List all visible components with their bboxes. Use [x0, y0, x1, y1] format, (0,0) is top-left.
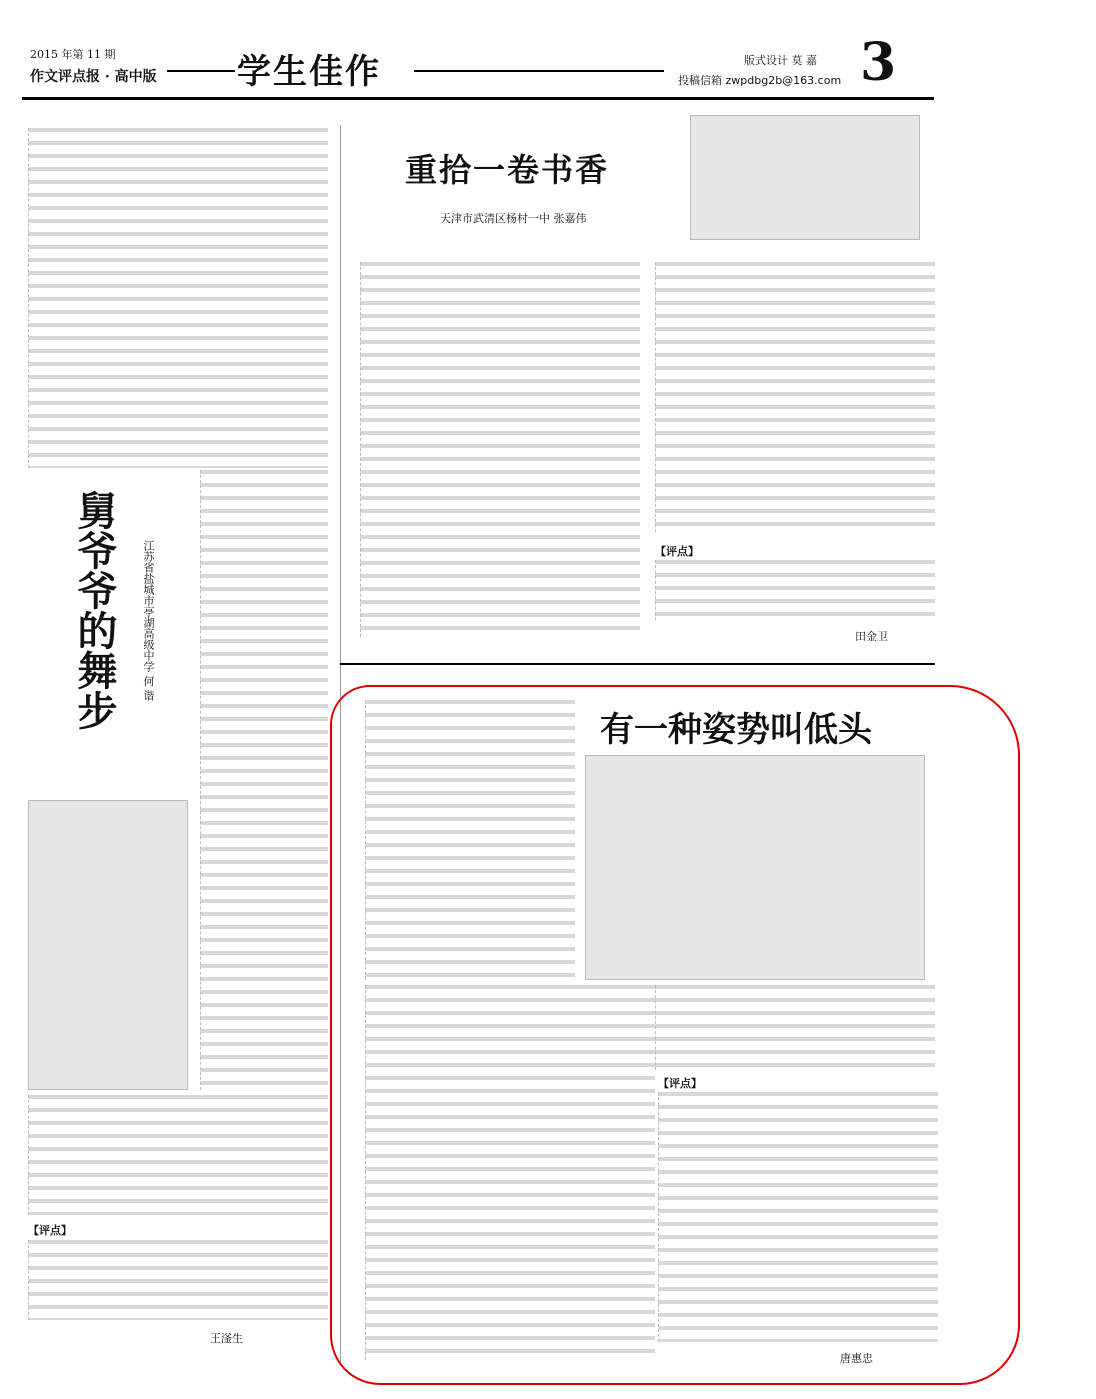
commentator-name: 王滏生 [210, 1332, 243, 1345]
designer-credit: 版式设计 莫 嘉 [744, 54, 817, 67]
article-body-unreadable [655, 262, 935, 532]
comment-body-unreadable [655, 560, 935, 620]
header-rule [22, 97, 934, 100]
article-byline: 江苏省盐城市亭湖高级中学 何 谐 [142, 540, 155, 701]
flower-illustration [585, 755, 925, 980]
article-body-unreadable [360, 262, 640, 637]
article-body-unreadable [28, 128, 328, 468]
comment-body-unreadable [658, 1092, 938, 1342]
section-title: 学生佳作 [237, 52, 381, 92]
page-number: 3 [860, 32, 897, 93]
page-header [22, 32, 934, 98]
paper-name: 作文评点报 · 高中版 [30, 69, 157, 85]
comment-label: 【评点】 [655, 545, 699, 558]
article-title: 舅爷爷的舞步 [71, 490, 118, 730]
comment-body-unreadable [28, 1240, 328, 1320]
comment-label: 【评点】 [28, 1224, 72, 1237]
article-title: 重拾一卷书香 [405, 151, 610, 189]
title-rule-right [414, 70, 664, 72]
article-jiuyeye [70, 490, 118, 730]
title-rule-left [167, 70, 235, 72]
comment-label: 【评点】 [658, 1077, 702, 1090]
article-body-unreadable [365, 985, 655, 1360]
commentator-name: 田金卫 [855, 630, 888, 643]
article-body-unreadable [655, 985, 935, 1070]
article-body-unreadable [28, 1095, 328, 1215]
book-scroll-illustration [690, 115, 920, 240]
article-body-unreadable [365, 700, 575, 980]
dancer-illustration [28, 800, 188, 1090]
issue-number: 2015 年第 11 期 [30, 48, 116, 61]
article-title: 有一种姿势叫低头 [600, 710, 872, 750]
submission-mailbox: 投稿信箱 zwpdbg2b@163.com [678, 74, 842, 87]
row-divider [340, 663, 935, 665]
article-byline: 天津市武清区杨村一中 张嘉伟 [440, 212, 587, 225]
article-body-unreadable [200, 470, 328, 1090]
commentator-name: 唐惠忠 [840, 1352, 873, 1365]
